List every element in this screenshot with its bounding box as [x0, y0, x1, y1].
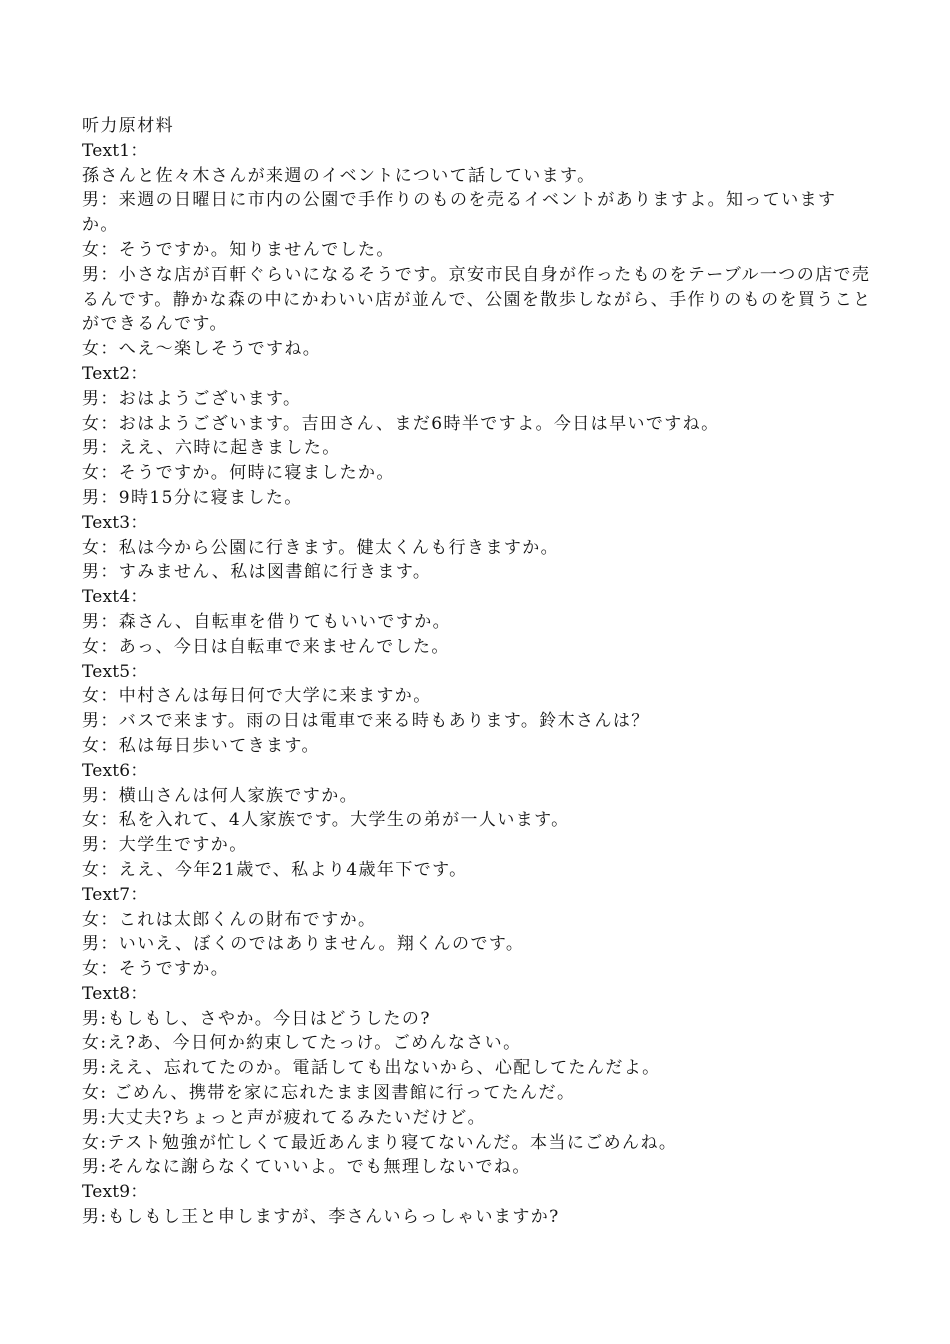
transcript-line: 男：ええ、六時に起きました。	[82, 438, 341, 459]
transcript-line: 女:え?あ、今日何か約束してたっけ。ごめんなさい。	[82, 1033, 522, 1054]
transcript-line: 女：ええ、今年21歳で、私より4歳年下です。	[82, 859, 468, 880]
transcript-line: 男：小さな店が百軒ぐらいになるそうです。京安市民自身が作ったものをテーブル一つの店で売るんです。静かな森の中にかわいい店が並んで、公園を散歩しながら、手作りのものを買うことができるんです。	[82, 264, 872, 335]
transcript-line: 男:そんなに謝らなくていいよ。でも無理しないでね。	[82, 1157, 531, 1178]
transcript-line: 男：おはようございます。	[82, 388, 302, 409]
transcript-line: 男：森さん、自転車を借りてもいいですか。	[82, 611, 452, 632]
transcript-line: 孫さんと佐々木さんが来週のイベントについて話しています。	[82, 165, 596, 186]
section-heading-text8: Text8：	[82, 983, 148, 1004]
transcript-line: 女: ごめん、携帯を家に忘れたまま図書館に行ってたんだ。	[82, 1083, 576, 1104]
section-heading-text5: Text5：	[82, 661, 148, 682]
transcript-line: 男：横山さんは何人家族ですか。	[82, 785, 358, 806]
transcript-line: 男：来週の日曜日に市内の公園で手作りのものを売るイベントがありますよ。知っていますか。	[82, 190, 837, 236]
transcript-line: 女:テスト勉強が忙しくて最近あんまり寝てないんだ。本当にごめんね。	[82, 1132, 678, 1153]
section-heading-text7: Text7：	[82, 884, 148, 905]
transcript-line: 男:もしもし王と申しますが、李さんいらっしゃいますか?	[82, 1207, 560, 1228]
transcript-line: 男:ええ、忘れてたのか。電話しても出ないから、心配してたんだよ。	[82, 1058, 661, 1079]
transcript-line: 女：へえ～楽しそうですね。	[82, 339, 322, 360]
transcript-line: 男:大丈夫?ちょっと声が疲れてるみたいだけど。	[82, 1107, 487, 1128]
transcript-line: 男：9時15分に寝ました。	[82, 487, 303, 508]
transcript-line: 男：バスで来ます。雨の日は電車で来る時もあります。鈴木さんは？	[82, 711, 650, 732]
transcript-line: 女：おはようございます。吉田さん、まだ6時半ですよ。今日は早いですね。	[82, 413, 720, 434]
transcript-line: 男：すみません、私は図書館に行きます。	[82, 562, 432, 583]
transcript-line: 女：そうですか。	[82, 959, 230, 980]
transcript-line: 女：私は毎日歩いてきます。	[82, 735, 320, 756]
section-heading-text4: Text4：	[82, 587, 148, 608]
transcript-line: 女：そうですか。知りませんでした。	[82, 239, 395, 260]
transcript-line: 女：私を入れて、4人家族です。大学生の弟が一人います。	[82, 810, 570, 831]
section-heading-text3: Text3：	[82, 512, 148, 533]
section-heading-text1: Text1：	[82, 140, 148, 161]
transcript-line: 女：あっ、今日は自転車で来ませんでした。	[82, 636, 450, 657]
section-heading-text2: Text2：	[82, 363, 148, 384]
transcript-line: 女：私は今から公園に行きます。健太くんも行きますか。	[82, 537, 560, 558]
section-heading-text9: Text9：	[82, 1182, 148, 1203]
transcript-line: 男：大学生ですか。	[82, 835, 248, 856]
transcript-line: 男:もしもし、さやか。今日はどうしたの?	[82, 1008, 431, 1029]
document-title: 听力原材料	[82, 116, 174, 136]
document-body	[82, 114, 872, 1230]
section-heading-text6: Text6：	[82, 760, 148, 781]
transcript-line: 女：そうですか。何時に寝ましたか。	[82, 463, 395, 484]
transcript-line: 女：これは太郎くんの財布ですか。	[82, 909, 377, 930]
transcript-line: 女：中村さんは毎日何で大学に来ますか。	[82, 686, 432, 707]
transcript-line: 男：いいえ、ぼくのではありません。翔くんのです。	[82, 934, 525, 955]
